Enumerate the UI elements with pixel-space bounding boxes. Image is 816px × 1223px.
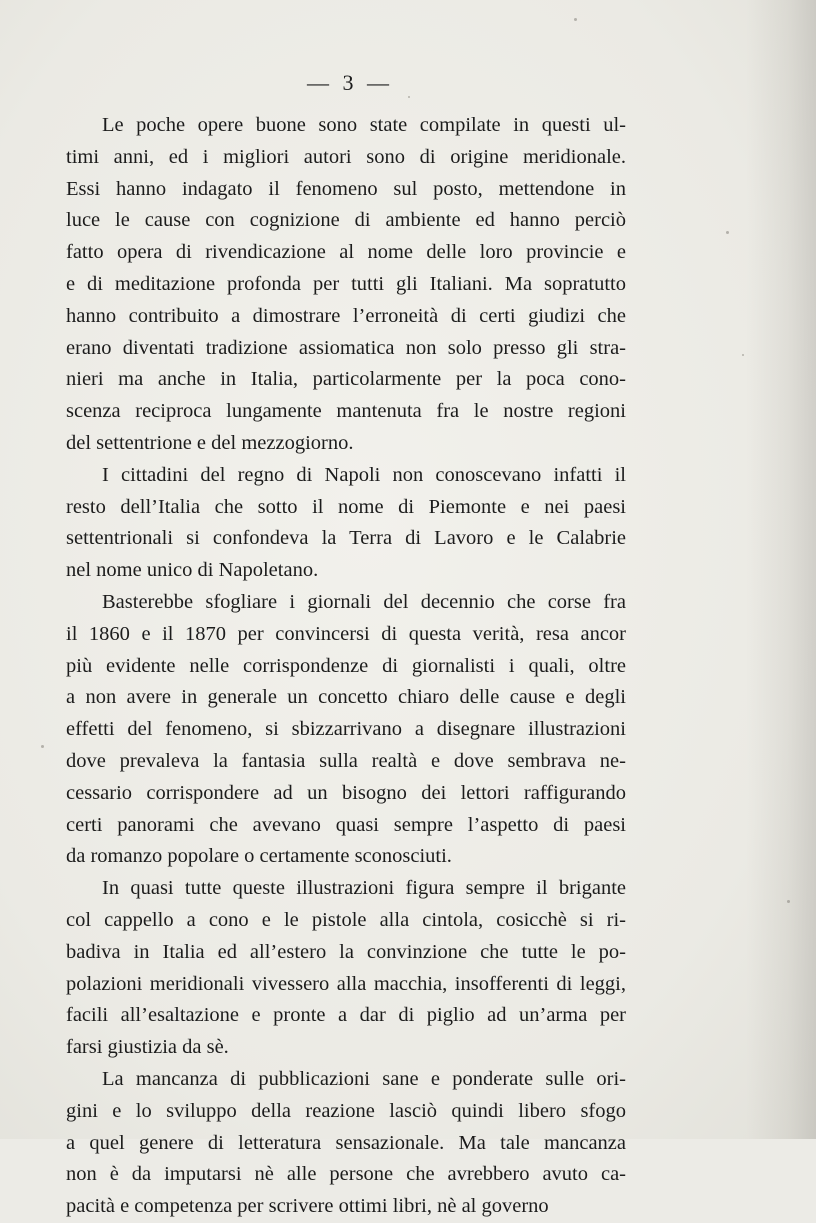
text-line: nieri ma anche in Italia, particolarmente per la poca cono-: [66, 368, 626, 391]
text-line: cessario corrispondere ad un bisogno dei lettori raffigurando: [66, 781, 626, 804]
text-line: certi panorami che avevano quasi sempre l’aspetto di paesi: [66, 813, 626, 836]
text-line: non è da imputarsi nè alle persone che avrebbero avuto ca-: [66, 1163, 626, 1186]
paragraph: [66, 110, 626, 460]
paragraph: [66, 873, 626, 1064]
text-line: settentrionali si confondeva la Terra di Lavoro e le Calabrie: [66, 527, 626, 550]
text-line: polazioni meridionali vivessero alla macchia, insofferenti di leggi,: [66, 972, 626, 995]
text-line: dove prevaleva la fantasia sulla realtà e dove sembrava ne-: [66, 749, 626, 772]
text-line: più evidente nelle corrispondenze di giornalisti i quali, oltre: [66, 654, 626, 677]
scan-speck: [787, 900, 790, 903]
text-line: a non avere in generale un concetto chiaro delle cause e degli: [66, 686, 626, 709]
paragraph: [66, 1064, 626, 1223]
paragraph: [66, 587, 626, 873]
text-line: La mancanza di pubblicazioni sane e ponderate sulle ori-: [102, 1067, 626, 1090]
text-line: hanno contribuito a dimostrare l’erroneità di certi giudizi che: [66, 304, 626, 327]
text-line: fatto opera di rivendicazione al nome delle loro provincie e: [66, 241, 626, 264]
body-text: [66, 110, 626, 1223]
text-line: luce le cause con cognizione di ambiente ed hanno perciò: [66, 209, 626, 232]
page-number: — 3 —: [307, 70, 393, 95]
text-line: da romanzo popolare o certamente sconosciuti.: [66, 845, 452, 868]
text-line: col cappello a cono e le pistole alla cintola, cosicchè si ri-: [66, 908, 626, 931]
page-edge-shadow: [746, 0, 816, 1139]
text-line: e di meditazione profonda per tutti gli Italiani. Ma sopratutto: [66, 272, 626, 295]
text-line: In quasi tutte queste illustrazioni figura sempre il brigante: [102, 877, 626, 900]
scan-speck: [742, 354, 744, 356]
text-line: il 1860 e il 1870 per convincersi di questa verità, resa ancor: [66, 622, 626, 645]
scan-speck: [574, 18, 577, 21]
text-line: badiva in Italia ed all’estero la convinzione che tutte le po-: [66, 940, 626, 963]
text-line: Essi hanno indagato il fenomeno sul posto, mettendone in: [66, 177, 626, 200]
text-line: farsi giustizia da sè.: [66, 1036, 229, 1059]
text-line: effetti del fenomeno, si sbizzarrivano a disegnare illustrazioni: [66, 718, 626, 741]
text-line: del settentrione e del mezzogiorno.: [66, 431, 354, 454]
scan-speck: [726, 231, 729, 234]
text-line: nel nome unico di Napoletano.: [66, 559, 319, 582]
scan-speck: [41, 745, 44, 748]
text-line: a quel genere di letteratura sensazionale. Ma tale mancanza: [66, 1131, 626, 1154]
scan-speck: [408, 96, 410, 98]
text-line: timi anni, ed i migliori autori sono di origine meridionale.: [66, 145, 626, 168]
text-line: erano diventati tradizione assiomatica non solo presso gli stra-: [66, 336, 626, 359]
text-line: resto dell’Italia che sotto il nome di Piemonte e nei paesi: [66, 495, 626, 518]
text-line: Basterebbe sfogliare i giornali del decennio che corse fra: [102, 590, 626, 613]
text-line: scenza reciproca lungamente mantenuta fra le nostre regioni: [66, 400, 626, 423]
text-line: pacità e competenza per scrivere ottimi libri, nè al governo: [66, 1195, 549, 1218]
paragraph: [66, 460, 626, 587]
text-line: gini e lo sviluppo della reazione lasciò quindi libero sfogo: [66, 1099, 626, 1122]
text-line: Le poche opere buone sono state compilate in questi ul-: [102, 114, 626, 136]
text-line: I cittadini del regno di Napoli non conoscevano infatti il: [102, 463, 626, 486]
text-line: facili all’esaltazione e pronte a dar di piglio ad un’arma per: [66, 1004, 626, 1027]
